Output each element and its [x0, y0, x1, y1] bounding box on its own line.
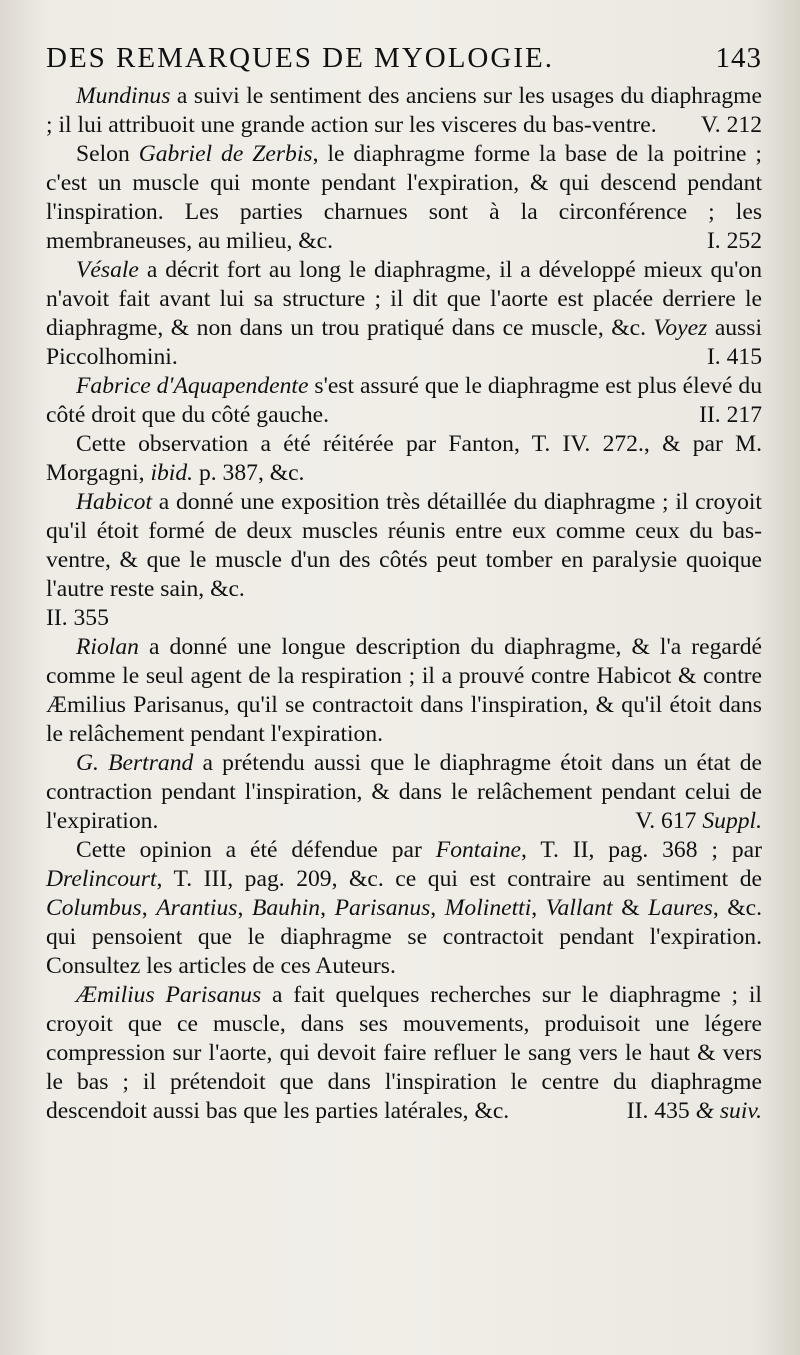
entry-text: ,: [531, 895, 538, 921]
volume-reference: II. 355: [46, 605, 109, 631]
entry-text: ,: [320, 895, 327, 921]
entry-text: ,: [430, 895, 437, 921]
volume-reference: II. 217: [699, 402, 762, 428]
author-name: Riolan: [76, 634, 139, 660]
see-also: Voyez: [653, 315, 708, 341]
entry-text: ,: [141, 895, 148, 921]
supplement-abbrev: Suppl.: [702, 808, 762, 834]
author-name: Laures: [648, 895, 713, 921]
author-name: Drelincourt: [46, 866, 157, 892]
entry-bertrand: [46, 749, 762, 836]
entry-habicot: [46, 488, 762, 633]
author-name: Habicot: [76, 489, 153, 515]
author-name: Arantius: [156, 895, 238, 921]
entry-riolan: [46, 633, 762, 749]
author-name: Vallant: [545, 895, 613, 921]
running-header: [46, 38, 762, 82]
author-name: Parisanus: [334, 895, 431, 921]
page-text: [46, 82, 762, 1126]
entry-observation: [46, 430, 762, 488]
entry-vesale: [46, 256, 762, 372]
suiv-abbrev: & suiv.: [695, 1098, 762, 1124]
entry-opinion: [46, 836, 762, 981]
volume-reference: [627, 807, 762, 836]
entry-text-end: p. 387, &c.: [198, 460, 305, 486]
entry-text: , T. II, pag. 368 ; par: [520, 837, 762, 863]
author-name: Fontaine: [435, 837, 521, 863]
author-name: Gabriel de Zerbis: [138, 141, 313, 167]
see-also-text: aussi Piccolhomini.: [46, 315, 762, 370]
volume-reference: I. 415: [706, 344, 762, 370]
entry-text: Cette observation a été réitérée par Fanton, T. IV. 272., & par M. Morgagni,: [46, 431, 762, 486]
volume-reference: [619, 1097, 762, 1126]
ibid-abbrev: ibid.: [150, 460, 194, 486]
entry-zerbis: [46, 140, 762, 256]
page-number: 143: [715, 42, 762, 74]
entry-text: , le diaphragme forme la base de la poitrine ; c'est un muscle qui monte pendant l'expiration, & qui descend pendant l'inspiration. Les parties charnues sont à la circonférence ; les membraneuses, au milieu, &c.: [46, 141, 762, 254]
entry-text: Cette opinion a été défendue par: [76, 837, 422, 863]
entry-text: a suivi le sentiment des anciens sur les usages du diaphragme ; il lui attribuoit une grande action sur les visceres du bas-ventre.: [46, 83, 762, 138]
entry-text: a fait quelques recherches sur le diaphragme ; il croyoit que ce muscle, dans ses mouvements, produisoit une légere compression sur l'aorte, qui devoit faire refluer le sang vers le haut & vers le bas ; il prétendoit que dans l'inspiration le centre du diaphragme descendoit aussi bas que les parties latérales, &c.: [46, 982, 762, 1124]
entry-text: , &c. qui pensoient que le diaphragme se contractoit pendant l'expiration. Consultez les articles de ces Auteurs.: [46, 895, 763, 979]
author-name: G. Bertrand: [76, 750, 194, 776]
entry-text: a donné une longue description du diaphragme, & l'a regardé comme le seul agent de la respiration ; il a prouvé contre Habicot & contre Æmilius Parisanus, qu'il se contractoit dans l'inspiration, & qu'il étoit dans le relâchement pendant l'expiration.: [46, 634, 762, 747]
volume-reference-number: V. 617: [635, 808, 697, 834]
entry-text: &: [621, 895, 640, 921]
entry-lead: Selon: [76, 141, 130, 167]
author-name: Bauhin: [251, 895, 321, 921]
entry-parisanus: [46, 981, 762, 1126]
entry-text: s'est assuré que le diaphragme est plus élevé du côté droit que du côté gauche.: [46, 373, 762, 428]
author-name: Vésale: [76, 257, 139, 283]
entry-text: ,: [237, 895, 244, 921]
author-name: Columbus: [46, 895, 142, 921]
volume-reference-number: II. 435: [626, 1098, 690, 1124]
entry-text: a prétendu aussi que le diaphragme étoit dans un état de contraction pendant l'inspiration, & dans le relâchement pendant celui de l'expiration.: [46, 750, 763, 834]
author-name: Molinetti: [444, 895, 532, 921]
author-name: Æmilius Parisanus: [76, 982, 262, 1008]
entry-fabrice: [46, 372, 762, 430]
running-title: DES REMARQUES DE MYOLOGIE.: [46, 42, 554, 74]
volume-reference: I. 252: [706, 228, 762, 254]
entry-text: a donné une exposition très détaillée du diaphragme ; il croyoit qu'il étoit formé de deux muscles réunis entre eux comme ceux du bas-ventre, & que le muscle d'un des côtés peut tomber en paralysie quoique l'autre reste sain, &c.: [46, 489, 762, 602]
entry-mundinus: [46, 82, 762, 140]
entry-text: a décrit fort au long le diaphragme, il a développé mieux qu'on n'avoit fait avant lui sa structure ; il dit que l'aorte est placée derriere le diaphragme, & non dans un trou pratiqué dans ce muscle, &c.: [46, 257, 762, 341]
volume-reference: V. 212: [700, 112, 762, 138]
entry-text: , T. III, pag. 209, &c. ce qui est contraire au sentiment de: [156, 866, 762, 892]
author-name: Fabrice d'Aquapendente: [76, 373, 309, 399]
author-name: Mundinus: [76, 83, 171, 109]
